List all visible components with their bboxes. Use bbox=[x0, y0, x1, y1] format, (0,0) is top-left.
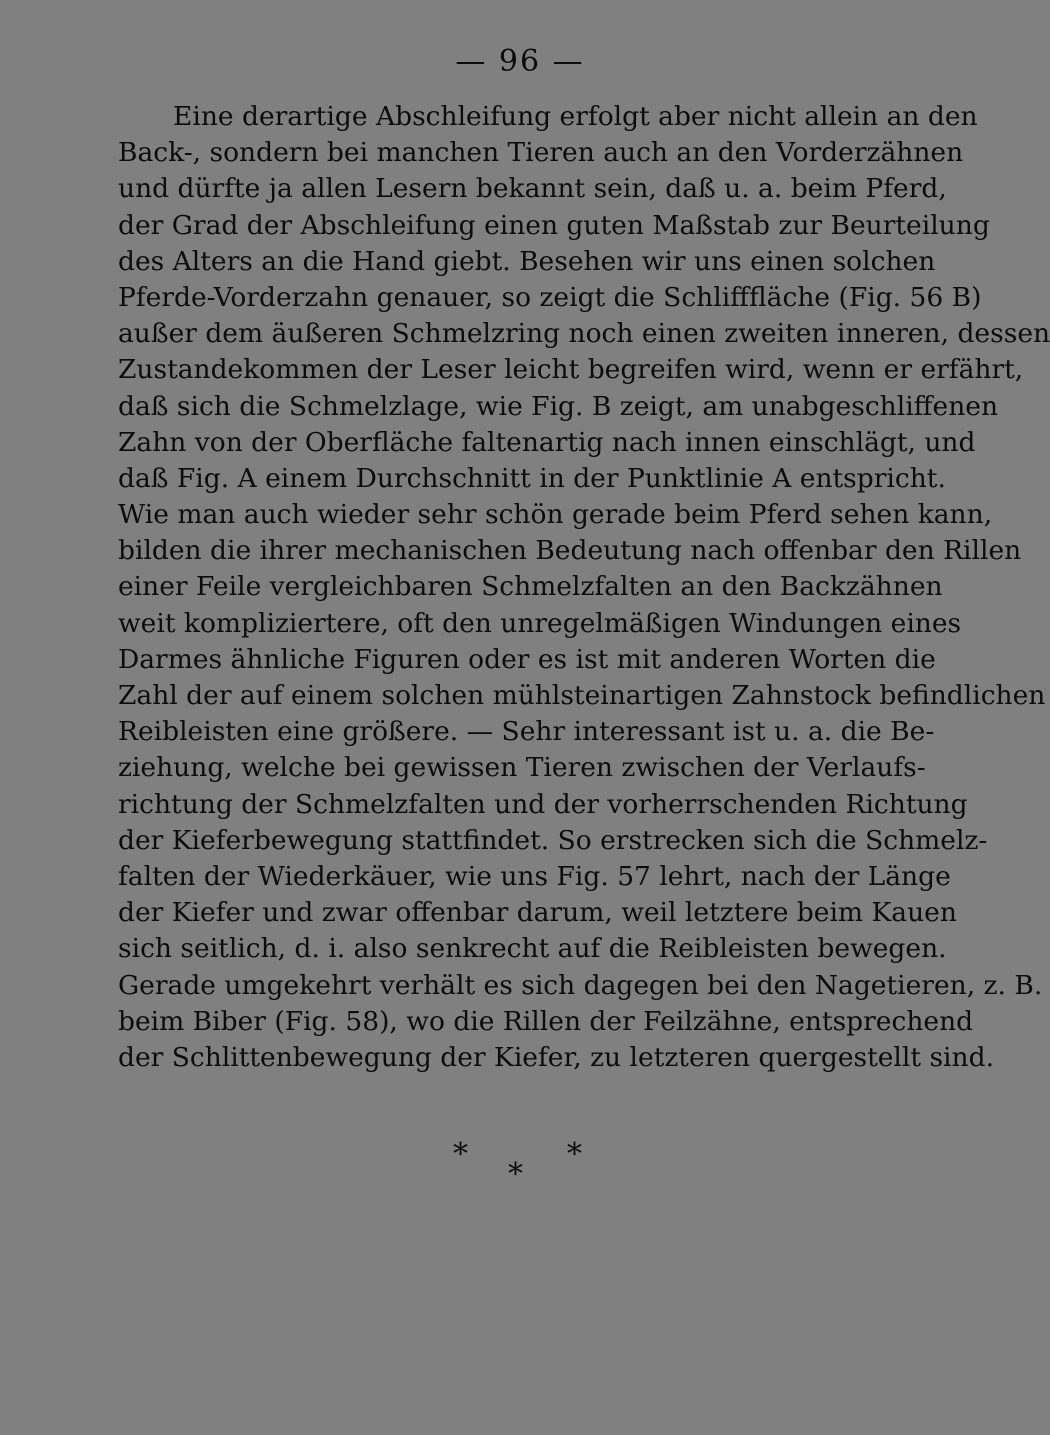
asterisk-icon: * bbox=[453, 1137, 468, 1172]
section-break-asterism bbox=[440, 1138, 600, 1198]
text-line: daß Fig. A einem Durchschnitt in der Punktlinie A entspricht. bbox=[118, 462, 946, 494]
text-line: einer Feile vergleichbaren Schmelzfalten an den Backzähnen bbox=[118, 571, 943, 603]
text-line: Zahn von der Oberfläche faltenartig nach innen einschlägt, und bbox=[118, 426, 976, 458]
text-line: Zustandekommen der Leser leicht begreifen wird, wenn er erfährt, bbox=[118, 354, 1024, 386]
text-line: der Grad der Abschleifung einen guten Maßstab zur Beurteilung bbox=[118, 209, 990, 241]
text-line: Gerade umgekehrt verhält es sich dagegen bei den Nagetieren, z. B. bbox=[118, 969, 1043, 1001]
text-line: der Kiefer und zwar offenbar darum, weil letztere beim Kauen bbox=[118, 897, 957, 929]
text-line: sich seitlich, d. i. also senkrecht auf die Reibleisten bewegen. bbox=[118, 933, 947, 965]
text-line: des Alters an die Hand giebt. Besehen wir uns einen solchen bbox=[118, 245, 936, 277]
text-line: weit kompliziertere, oft den unregelmäßigen Windungen eines bbox=[118, 607, 962, 639]
text-line: Darmes ähnliche Figuren oder es ist mit anderen Worten die bbox=[118, 643, 936, 675]
text-line: Reibleisten eine größere. — Sehr interessant ist u. a. die Be- bbox=[118, 716, 935, 748]
text-line: ziehung, welche bei gewissen Tieren zwischen der Verlaufs- bbox=[118, 752, 926, 784]
paragraph bbox=[118, 99, 1050, 1076]
page-number: — 96 — bbox=[455, 44, 585, 79]
asterisk-icon: * bbox=[508, 1157, 523, 1192]
text-line: der Schlittenbewegung der Kiefer, zu letzteren quergestellt sind. bbox=[118, 1041, 994, 1073]
text-line: der Kieferbewegung stattfindet. So erstrecken sich die Schmelz- bbox=[118, 824, 988, 856]
text-line: richtung der Schmelzfalten und der vorherrschenden Richtung bbox=[118, 788, 968, 820]
text-line: und dürfte ja allen Lesern bekannt sein, daß u. a. beim Pferd, bbox=[118, 173, 947, 205]
text-line: Back-, sondern bei manchen Tieren auch an den Vorderzähnen bbox=[118, 137, 964, 169]
text-line: Pferde-Vorderzahn genauer, so zeigt die Schlifffläche (Fig. 56 B) bbox=[118, 281, 982, 313]
asterisk-icon: * bbox=[567, 1137, 582, 1172]
text-line: beim Biber (Fig. 58), wo die Rillen der Feilzähne, entsprechend bbox=[118, 1005, 974, 1037]
text-line: Wie man auch wieder sehr schön gerade beim Pferd sehen kann, bbox=[118, 499, 993, 531]
text-line: Zahl der auf einem solchen mühlsteinartigen Zahnstock befindlichen bbox=[118, 680, 1046, 711]
text-line: Eine derartige Abschleifung erfolgt aber nicht allein an den bbox=[173, 101, 978, 132]
text-line: außer dem äußeren Schmelzring noch einen zweiten inneren, dessen bbox=[118, 318, 1050, 350]
text-line: bilden die ihrer mechanischen Bedeutung nach offenbar den Rillen bbox=[118, 535, 1022, 567]
text-line: daß sich die Schmelzlage, wie Fig. B zeigt, am unabgeschliffenen bbox=[118, 390, 999, 422]
text-line: falten der Wiederkäuer, wie uns Fig. 57 lehrt, nach der Länge bbox=[118, 860, 951, 892]
